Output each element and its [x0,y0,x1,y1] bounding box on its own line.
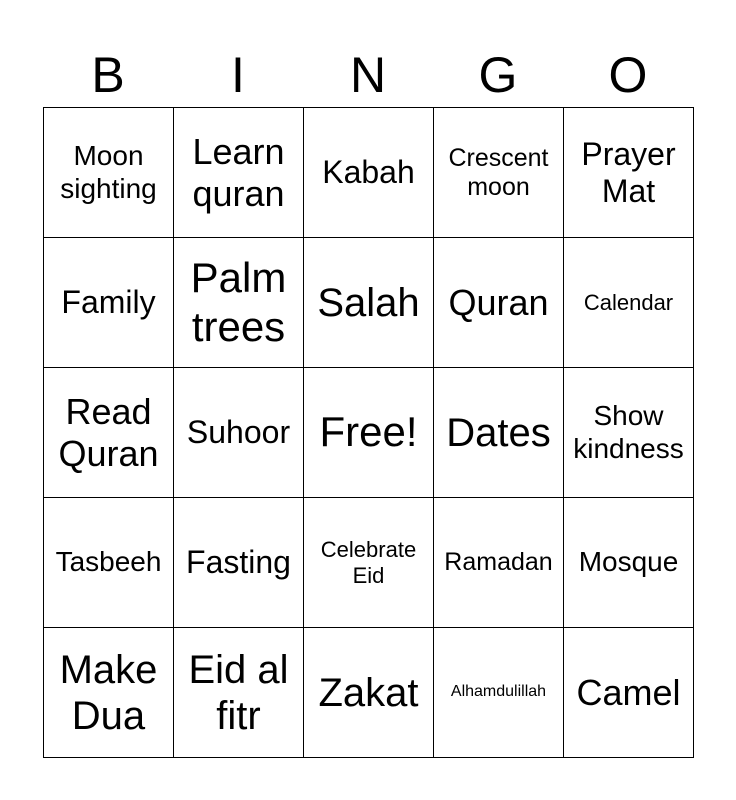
bingo-cell[interactable] [564,238,694,368]
bingo-cell[interactable] [304,628,434,758]
bingo-cell[interactable] [304,498,434,628]
board-row [44,368,694,498]
cell-label: Kabah [322,154,415,191]
board-row [44,498,694,628]
bingo-cell[interactable] [44,498,174,628]
cell-label: Make Dua [59,647,158,738]
bingo-cell[interactable] [304,368,434,498]
bingo-cell[interactable] [44,238,174,368]
bingo-cell[interactable] [434,498,564,628]
bingo-cell[interactable] [564,368,694,498]
cell-label: Palm trees [190,254,287,350]
board-row [44,628,694,758]
cell-label: Suhoor [186,414,291,451]
cell-label: Camel [576,671,681,713]
cell-label: Mosque [578,546,679,578]
cell-label: Ramadan [444,548,553,577]
bingo-cell[interactable] [174,108,304,238]
cell-label: Quran [448,281,549,323]
header-letter-b: B [91,47,125,103]
header-letter-g: G [478,47,518,103]
cell-label: Crescent moon [448,143,549,201]
board-row [44,238,694,368]
bingo-cell[interactable] [44,108,174,238]
cell-label: Eid al fitr [188,647,289,738]
cell-label: Fasting [186,544,291,581]
header-letter-i: I [231,47,245,103]
cell-label: Family [61,284,156,321]
cell-label: Read Quran [58,391,159,474]
bingo-header [43,44,693,106]
bingo-board [43,107,694,758]
bingo-cell[interactable] [434,108,564,238]
bingo-cell[interactable] [174,238,304,368]
header-letter-o: O [608,47,648,103]
cell-label: Calendar [583,289,674,315]
cell-label: Show kindness [573,400,684,464]
bingo-cell[interactable] [564,498,694,628]
header-letter-n: N [349,47,387,103]
bingo-cell[interactable] [44,628,174,758]
bingo-cell[interactable] [434,238,564,368]
bingo-cell[interactable] [44,368,174,498]
bingo-cell[interactable] [434,628,564,758]
cell-label: Tasbeeh [55,546,162,578]
bingo-cell[interactable] [434,368,564,498]
cell-label: Dates [446,410,551,455]
cell-label: Alhamdulillah [450,683,547,701]
cell-label: Zakat [318,670,419,715]
bingo-cell[interactable] [564,108,694,238]
cell-label: Moon sighting [60,140,157,204]
cell-label: Celebrate Eid [320,537,417,588]
cell-label: Learn quran [192,131,285,214]
cell-label: Free! [319,408,418,456]
bingo-cell[interactable] [564,628,694,758]
bingo-cell[interactable] [174,368,304,498]
board-row [44,108,694,238]
bingo-cell[interactable] [174,628,304,758]
bingo-cell[interactable] [304,238,434,368]
bingo-cell[interactable] [304,108,434,238]
cell-label: Salah [317,280,420,325]
cell-label: Prayer Mat [581,135,676,209]
bingo-cell[interactable] [174,498,304,628]
